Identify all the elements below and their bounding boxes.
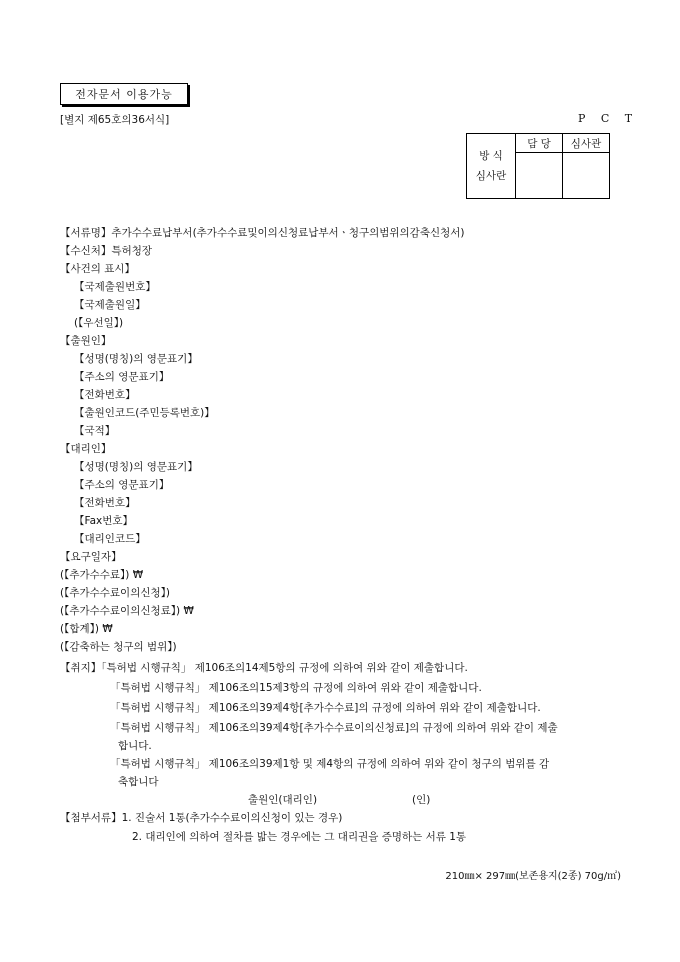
exam-row-label-2: 심사란: [475, 170, 507, 182]
purpose-line-1: 【취지】「특허법 시행규칙」 제106조의14제5항의 규정에 의하여 위와 같이 제출합니다.: [60, 662, 468, 674]
signature-seal: (인): [412, 794, 431, 806]
field-intl-app-date: 【국제출원일】: [74, 299, 146, 311]
field-agent: 【대리인】: [60, 443, 112, 455]
pct-label: P C T: [578, 112, 639, 125]
purpose-line-4: 「특허법 시행규칙」 제106조의39제4항[추가수수료이의신청료]의 규정에 의하여 위와 같이 제출: [110, 722, 558, 734]
exam-row-label-1: 방 식: [479, 150, 503, 162]
purpose-line-5-cont: 축합니다: [118, 776, 159, 788]
field-agent-fax: 【Fax번호】: [74, 515, 134, 527]
purpose-line-3: 「특허법 시행규칙」 제106조의39제4항[추가수수료]의 규정에 의하여 위와 같이 제출합니다.: [110, 702, 541, 714]
exam-cell-officer: [516, 153, 563, 199]
field-agent-address-en: 【주소의 영문표기】: [74, 479, 170, 491]
field-priority-date: (【우선일】): [74, 317, 124, 329]
purpose-line-5: 「특허법 시행규칙」 제106조의39제1항 및 제4항의 규정에 의하여 위와 같이 청구의 범위를 감: [110, 758, 550, 770]
field-agent-phone: 【전화번호】: [74, 497, 136, 509]
examination-box: [466, 133, 610, 199]
attachments-line-2: 2. 대리인에 의하여 절차를 밟는 경우에는 그 대리권을 증명하는 서류 1통: [132, 831, 467, 843]
purpose-line-2: 「특허법 시행규칙」 제106조의15제3항의 규정에 의하여 위와 같이 제출합니다.: [110, 682, 482, 694]
field-applicant-code: 【출원인코드(주민등록번호)】: [74, 407, 215, 419]
field-agent-code: 【대리인코드】: [74, 533, 146, 545]
field-objection-fee: (【추가수수료이의신청료】) ₩: [60, 605, 194, 617]
field-agent-name-en: 【성명(명칭)의 영문표기】: [74, 461, 198, 473]
field-request-date: 【요구일자】: [60, 551, 122, 563]
exam-cell-examiner: [563, 153, 610, 199]
purpose-line-4-cont: 합니다.: [118, 740, 152, 752]
form-number: [별지 제65호의36서식]: [60, 114, 170, 126]
field-recipient: 【수신처】특허청장: [60, 245, 153, 257]
field-document-name: 【서류명】추가수수료납부서(추가수수료및이의신청료납부서ㆍ청구의범위의감축신청서): [60, 227, 465, 239]
field-additional-fee-objection: (【추가수수료이의신청】): [60, 587, 170, 599]
field-reduced-claims: (【감축하는 청구의 범위】): [60, 641, 177, 653]
paper-spec-footer: 210㎜× 297㎜(보존용지(2종) 70g/㎡): [445, 871, 621, 882]
exam-row-label: [467, 134, 516, 199]
attachments-line-1: 【첨부서류】1. 진술서 1통(추가수수료이의신청이 있는 경우): [60, 812, 343, 824]
field-applicant: 【출원인】: [60, 335, 112, 347]
field-applicant-nationality: 【국적】: [74, 425, 116, 437]
field-applicant-name-en: 【성명(명칭)의 영문표기】: [74, 353, 198, 365]
exam-col-officer: 담 당: [516, 134, 563, 153]
field-additional-fee: (【추가수수료】) ₩: [60, 569, 144, 581]
field-total: (【합계】) ₩: [60, 623, 113, 635]
electronic-document-badge: 전자문서 이용가능: [60, 83, 188, 105]
signature-applicant-agent: 출원인(대리인): [248, 794, 318, 806]
exam-col-examiner: 심사관: [563, 134, 610, 153]
field-applicant-address-en: 【주소의 영문표기】: [74, 371, 170, 383]
field-case-indication: 【사건의 표시】: [60, 263, 136, 275]
field-applicant-phone: 【전화번호】: [74, 389, 136, 401]
field-intl-app-number: 【국제출원번호】: [74, 281, 156, 293]
